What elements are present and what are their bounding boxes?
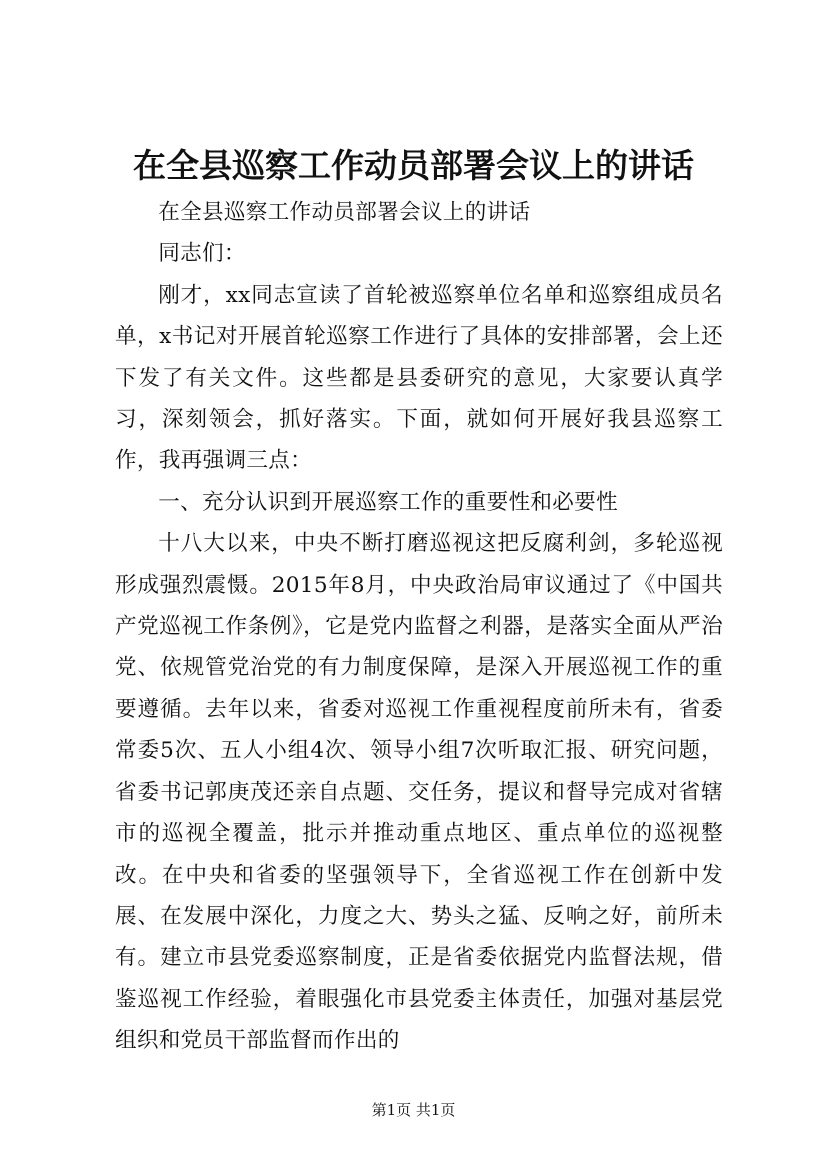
- section-heading: 一、充分认识到开展巡察工作的重要性和必要性: [158, 489, 618, 515]
- page-footer: 第1页 共1页: [371, 1101, 456, 1119]
- salutation-paragraph: 同志们：: [158, 241, 246, 267]
- body-paragraph: 十八大以来，中央不断打磨巡视这把反腐利剑，多轮巡视形成强烈震慑。2015年8月，中央政治局审议通过了《中国共产党巡视工作条例》，它是党内监督之利器，是落实全面从严治党、依规管党治党的有力制度保障，是深入开展巡视工作的重要遵循。去年以来，省委对巡视工作重视程度前所未有，省委常委5次、五人小组4次、领导小组7次听取汇报、研究问题，省委书记郭庚茂还亲自点题、交任务，提议和督导完成对省辖市的巡视全覆盖，批示并推动重点地区、重点单位的巡视整改。在中央和省委的坚强领导下，全省巡视工作在创新中发展、在发展中深化，力度之大、势头之猛、反响之好，前所未有。建立市县党委巡察制度，正是省委依据党内监督法规，借鉴巡视工作经验，着眼强化市县党委主体责任，加强对基层党组织和党员干部监督而作出的: [115, 531, 723, 1054]
- document-body: [115, 192, 723, 1062]
- document-title: 在全县巡察工作动员部署会议上的讲话: [133, 146, 694, 185]
- subtitle-paragraph: 在全县巡察工作动员部署会议上的讲话: [158, 200, 531, 225]
- body-paragraph: 刚才，xx同志宣读了首轮被巡察单位名单和巡察组成员名单，x书记对开展首轮巡察工作进行了具体的安排部署，会上还下发了有关文件。这些都是县委研究的意见，大家要认真学习，深刻领会，抓好落实。下面，就如何开展好我县巡察工作，我再强调三点：: [115, 282, 723, 474]
